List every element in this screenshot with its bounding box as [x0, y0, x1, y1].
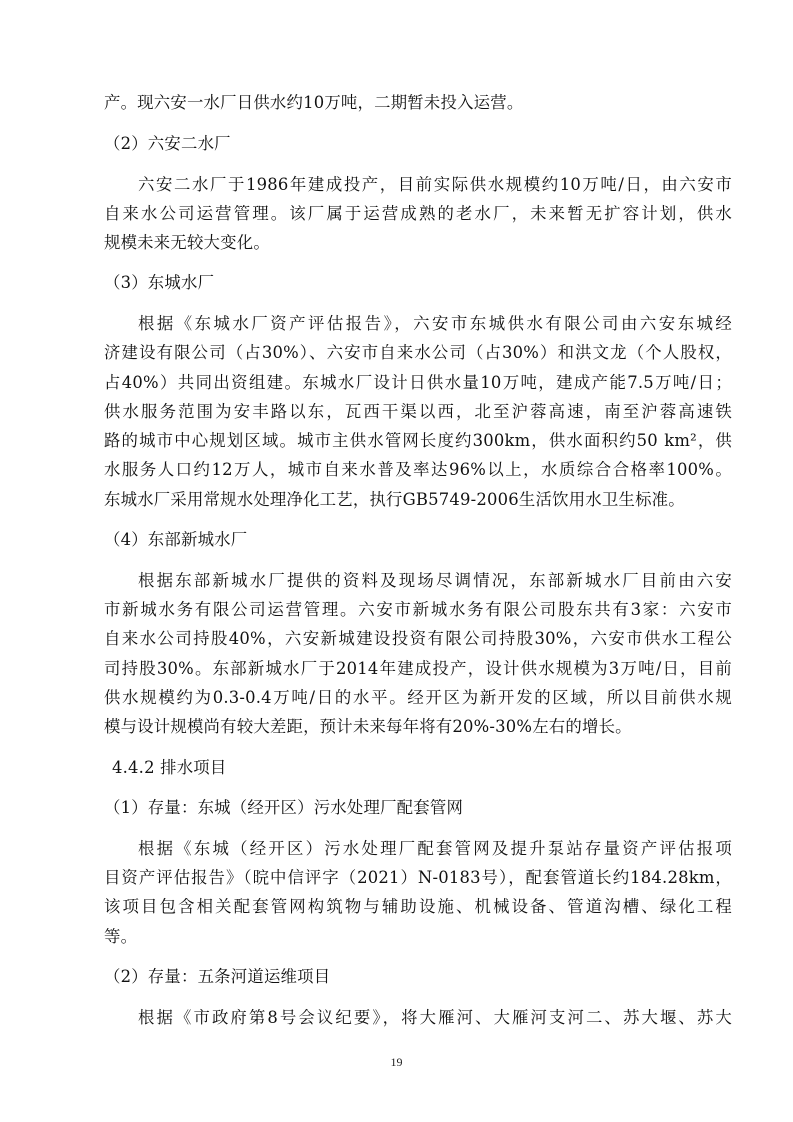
paragraph-line: 根据《东城（经开区）污水处理厂配套管网及提升泵站存量资产评估报项 — [138, 839, 732, 858]
paragraph-line: 六安二水厂于1986年建成投产，目前实际供水规模约10万吨/日，由六安市 — [138, 175, 732, 194]
subheading-eastern-new-city-water-plant: （4）东部新城水厂 — [104, 530, 248, 549]
paragraph-line: 产。现六安一水厂日供水约10万吨，二期暂未投入运营。 — [104, 93, 524, 112]
subheading-stock-five-rivers: （2）存量：五条河道运维项目 — [104, 967, 331, 986]
paragraph-line: 水服务人口约12万人，城市自来水普及率达96%以上，水质综合合格率100%。 — [104, 460, 732, 479]
paragraph-line: 模与设计规模尚有较大差距，预计未来每年将有20%-30%左右的增长。 — [104, 717, 632, 736]
paragraph-line: 该项目包含相关配套管网构筑物与辅助设施、机械设备、管道沟槽、绿化工程 — [104, 897, 732, 916]
paragraph-line: 济建设有限公司（占30%）、六安市自来水公司（占30%）和洪文龙（个人股权， — [104, 343, 732, 362]
paragraph-line: 根据东部新城水厂提供的资料及现场尽调情况，东部新城水厂目前由六安 — [138, 571, 732, 590]
paragraph-line: 根据《东城水厂资产评估报告》，六安市东城供水有限公司由六安东城经 — [138, 314, 732, 333]
paragraph-line: 等。 — [104, 927, 138, 946]
paragraph-line: 自来水公司运营管理。该厂属于运营成熟的老水厂，未来暂无扩容计划，供水 — [104, 204, 732, 223]
paragraph-line: 市新城水务有限公司运营管理。六安市新城水务有限公司股东共有3家：六安市 — [104, 600, 732, 619]
paragraph-line: 路的城市中心规划区域。城市主供水管网长度约300km，供水面积约50 km²，供 — [104, 431, 732, 450]
page-number: 19 — [390, 1055, 403, 1069]
paragraph-line: 供水规模约为0.3-0.4万吨/日的水平。经开区为新开发的区域，所以目前供水规 — [104, 688, 732, 707]
paragraph-line: 司持股30%。东部新城水厂于2014年建成投产，设计供水规模为3万吨/日，目前 — [104, 659, 732, 678]
paragraph-line: 规模未来无较大变化。 — [104, 233, 270, 252]
subheading-water-plant-2: （2）六安二水厂 — [104, 134, 231, 153]
paragraph-line: 自来水公司持股40%，六安新城建设投资有限公司持股30%，六安市供水工程公 — [104, 629, 732, 648]
section-heading-drainage-projects: 4.4.2 排水项目 — [112, 758, 227, 777]
paragraph-line: 占40%）共同出资组建。东城水厂设计日供水量10万吨，建成产能7.5万吨/日； — [104, 373, 732, 392]
paragraph-line: 供水服务范围为安丰路以东，瓦西干渠以西，北至沪蓉高速，南至沪蓉高速铁 — [104, 402, 732, 421]
subheading-dongcheng-water-plant: （3）东城水厂 — [104, 273, 215, 292]
paragraph-line: 根据《市政府第8号会议纪要》，将大雁河、大雁河支河二、苏大堰、苏大 — [138, 1008, 732, 1027]
paragraph-line: 东城水厂采用常规水处理净化工艺，执行GB5749-2006生活饮用水卫生标准。 — [104, 490, 685, 509]
subheading-stock-dongcheng-network: （1）存量：东城（经开区）污水处理厂配套管网 — [104, 798, 464, 817]
paragraph-line: 目资产评估报告》（晥中信评字（2021）N-0183号），配套管道长约184.28km， — [104, 868, 732, 887]
